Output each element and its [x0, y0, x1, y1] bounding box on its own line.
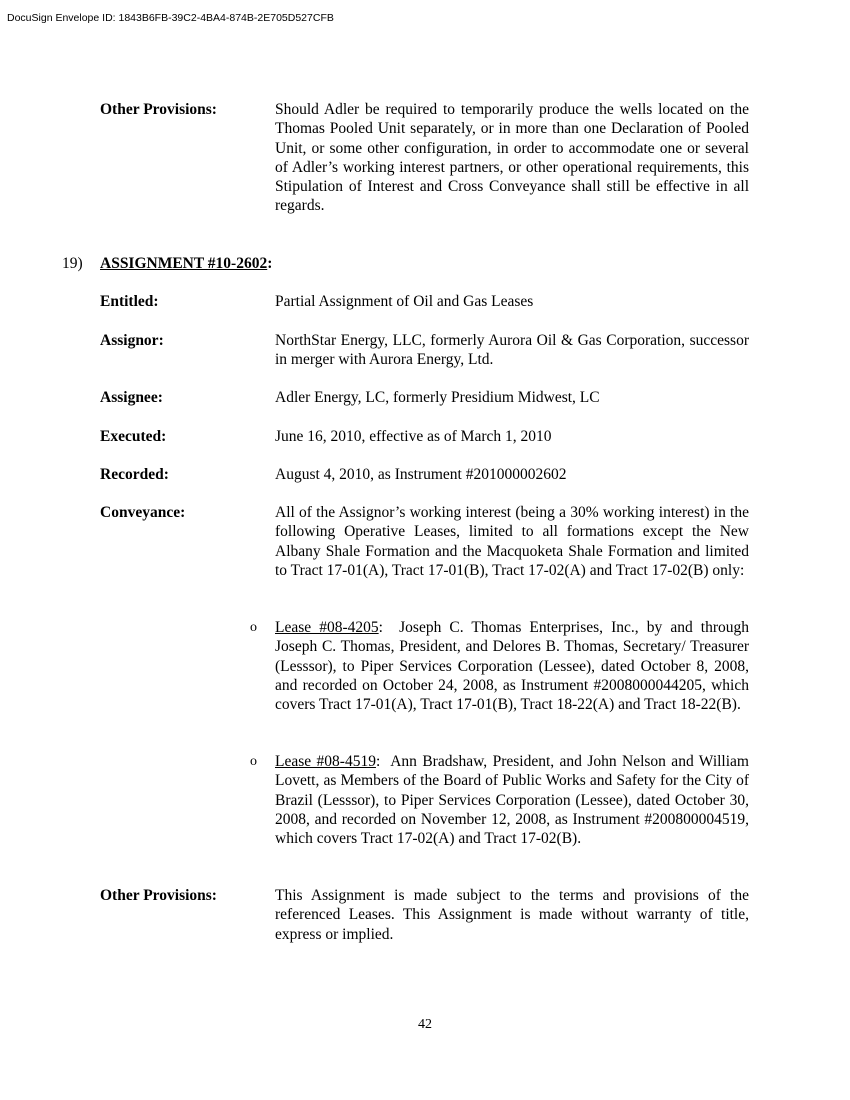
assignor-text: NorthStar Energy, LLC, formerly Aurora Oil & Gas Corporation, successor in merger with Aurora Energy, Ltd.: [275, 332, 749, 369]
lease-description: Ann Bradshaw, President, and John Nelson and William Lovett, as Members of the Board of Public Works and Safety for the City of Brazil (Lesssor), to Piper Services Corporation (Lessee), dated October 30, 2008, and recorded on November 12, 2008, as Instrument #200800004519, which covers Tract 17-02(A) and Tract 17-02(B).: [275, 753, 749, 848]
assignment-title: [100, 254, 272, 273]
conveyance-label: Conveyance:: [100, 504, 186, 521]
bullet-circle-icon: o: [250, 620, 257, 635]
assignee-text: Adler Energy, LC, formerly Presidium Midwest, LC: [275, 389, 600, 406]
lease-name: Lease #08-4205: [275, 619, 379, 636]
other-provisions-label: Other Provisions:: [100, 887, 217, 904]
prior-other-provisions-label: Other Provisions:: [100, 101, 217, 118]
assignee-label: Assignee:: [100, 389, 163, 406]
executed-label: Executed:: [100, 428, 167, 445]
assignment-title-text: ASSIGNMENT #10-2602: [100, 255, 268, 272]
lease-name-colon: :: [378, 619, 383, 636]
lease-text: [275, 618, 749, 714]
recorded-label: Recorded:: [100, 466, 169, 483]
executed-text: June 16, 2010, effective as of March 1, 2010: [275, 428, 552, 445]
entitled-label: Entitled:: [100, 293, 159, 310]
conveyance-text: All of the Assignor’s working interest (being a 30% working interest) in the following Operative Leases, limited to all formations except the New Albany Shale Formation and the Macquoketa Shale Formation and limited to Tract 17-01(A), Tract 17-01(B), Tract 17-02(A) and Tract 17-02(B) only:: [275, 504, 749, 579]
lease-description: Joseph C. Thomas Enterprises, Inc., by and through Joseph C. Thomas, President, and Delores B. Thomas, Secretary/ Treasurer (Lesssor), to Piper Services Corporation (Lessee), dated October 8, 2008, and recorded on October 24, 2008, as Instrument #2008000044205, which covers Tract 17-01(A), Tract 17-01(B), Tract 18-22(A) and Tract 18-22(B).: [275, 619, 749, 714]
docusign-envelope-id: DocuSign Envelope ID: 1843B6FB-39C2-4BA4-874B-2E705D527CFB: [7, 12, 334, 24]
lease-text: [275, 752, 749, 848]
lease-name-colon: :: [375, 753, 381, 770]
entitled-text: Partial Assignment of Oil and Gas Leases: [275, 293, 534, 310]
page-number: 42: [418, 1017, 432, 1032]
recorded-text: August 4, 2010, as Instrument #201000002602: [275, 466, 567, 483]
assignment-number: 19): [62, 255, 83, 272]
other-provisions-text: This Assignment is made subject to the terms and provisions of the referenced Leases. This Assignment is made without warranty of title, express or implied.: [275, 887, 749, 943]
lease-name: Lease #08-4519: [275, 753, 376, 770]
assignment-title-colon: :: [267, 255, 273, 272]
prior-other-provisions-text: Should Adler be required to temporarily produce the wells located on the Thomas Pooled Unit separately, or in more than one Declaration of Pooled Unit, or some other configuration, in order to accommodate one or several of Adler’s working interest partners, or other operational requirements, this Stipulation of Interest and Cross Conveyance shall still be effective in all regards.: [275, 101, 749, 215]
assignor-label: Assignor:: [100, 332, 164, 349]
bullet-circle-icon: o: [250, 754, 257, 769]
